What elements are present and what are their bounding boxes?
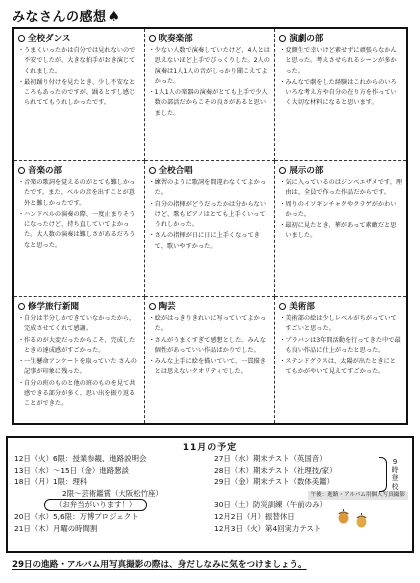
comment-list (279, 314, 402, 378)
section-title: 吹奏楽部 (158, 34, 193, 44)
section-title: 展示の部 (289, 166, 324, 176)
schedule-row: 20日（水）5,6限：万博プロジェクト (14, 511, 139, 521)
impression-section (275, 29, 406, 161)
photo-note: 午後：進路・アルバム用個人写真撮影 (308, 491, 408, 500)
schedule-row: 21日（木）月曜の時間割 (14, 523, 98, 533)
comment-list (279, 46, 402, 109)
comment-item: ・ 一生懸命アンケートを取っていた さんの記事が印象に残った。 (18, 357, 140, 378)
section-heading (149, 32, 271, 44)
comment-item: ・ 周りのイソギンチャクやクラゲがかわいかった。 (279, 200, 402, 221)
comment-item: ・ ハンドベルの演奏の際、一度止まりそうになったけど、持ち直していてよかった。大人数の演奏は難しさがあるだろうなと思った。 (18, 210, 140, 251)
comment-item: ・ プラバンは3年間活動を行ってきた中で最も良い作品に仕上がったと思った。 (279, 336, 402, 357)
circle-icon (149, 35, 156, 42)
circle-icon (18, 35, 25, 42)
schedule-row: 12月2日（月）振替休日 (214, 511, 295, 521)
spade-icon: ♠ (107, 9, 121, 25)
section-heading (18, 32, 140, 44)
impression-section (275, 161, 406, 297)
schedule-left-column (14, 453, 214, 534)
comment-item: ・ 作るのが大変だったからこそ、完成したときの達成感がすごかった。 (18, 336, 140, 357)
comment-item: ・ 1人1人の楽器の演奏がとても上手で少人数の部活だからこその良さがあると思いました。 (149, 88, 271, 119)
schedule-row: 28日（木）期末テスト（社理技/家） (214, 465, 337, 475)
comment-item: ・ ステンドグラスは、太陽が出たときにとてもかがやいて見えてすごかった。 (279, 357, 402, 378)
section-title: 音楽の部 (28, 166, 63, 176)
impression-section (145, 29, 276, 161)
schedule-row: 12月3日（火）第4回実力テスト (214, 523, 322, 533)
circle-icon (18, 303, 25, 310)
section-heading (279, 164, 402, 176)
comment-list (279, 178, 402, 242)
comment-item: ・ 美術部の絵は少しレベルがちがっていてすごいと思った。 (279, 314, 402, 335)
section-title: 演劇の部 (289, 34, 324, 44)
schedule-row: 13日（水）～15日（金）進路懇談 (14, 465, 129, 475)
comment-item: ・ 絵がはっきりきれいに写っていてよかった。 (149, 314, 271, 335)
comment-item: ・ みんなで劇をした経験はこれからのいろいろな考え方や自分の在り方を作っていく大切な材料になると思います。 (279, 78, 402, 109)
comment-item: ・ 自分の班のものと他の班のものを見て共感できる部分が多く、思い出を振り返ることができた。 (18, 379, 140, 410)
comment-list (149, 178, 271, 252)
section-title: 全校合唱 (158, 166, 193, 176)
comment-list (149, 46, 271, 119)
section-heading (149, 164, 271, 176)
impression-section (145, 297, 276, 423)
footer-notice: 29日の進路・アルバム用写真撮影の際は、身だしなみに気をつけましょう。 (12, 560, 307, 570)
circle-icon (279, 303, 286, 310)
schedule-title: 11月の予定 (182, 443, 238, 453)
circle-icon (18, 167, 25, 174)
brace-mark (379, 457, 387, 492)
comment-item: ・ 練習のように歌詞を間違わなくてよかった。 (149, 178, 271, 199)
schedule-row: 29日（金）期末テスト（数体美鑑） (214, 477, 334, 487)
schedule-row: 27日（水）期末テスト（英国音） (214, 454, 327, 463)
section-heading (279, 300, 402, 312)
impressions-grid (12, 27, 408, 425)
impression-section (275, 297, 406, 423)
schedule-box (6, 436, 414, 553)
section-heading (18, 300, 140, 312)
comment-item: ・ 自分は半分しかできていなかったから、完成させてくれて感謝。 (18, 314, 140, 335)
section-title: 美術部 (289, 302, 315, 312)
schedule-row (14, 499, 214, 511)
circle-icon (149, 167, 156, 174)
section-heading (279, 32, 402, 44)
comment-list (149, 314, 271, 378)
schedule-row: 30日（土）防災訓練（午前のみ） (214, 500, 327, 510)
comment-item: ・ うまくいったかは自分では見れないので不安でしたが、大きな拍手がおき演じてくれました。 (18, 46, 140, 77)
schedule-row: 2限～芸術鑑賞（大阪松竹座） (62, 488, 163, 498)
section-title: 修学旅行新聞 (28, 302, 80, 312)
impression-section (145, 161, 276, 297)
circle-icon (279, 35, 286, 42)
comment-item: ・ 音楽の歌詞を覚えるのがとても難しかったです。また、ベルの音を出すことが意外と難しかったです。 (18, 178, 140, 209)
comment-list (18, 46, 140, 109)
comment-list (18, 178, 140, 251)
comment-list (18, 314, 140, 410)
impression-section (14, 297, 145, 423)
comment-item: ・ 最初に見たとき、華があって素敵だと思いました。 (279, 221, 402, 242)
comment-item: ・ さんがうまくすぎて感想とした。みんな個性があっていい作品ばかりでした。 (149, 336, 271, 357)
section-heading (149, 300, 271, 312)
circle-icon (279, 167, 286, 174)
circle-icon (149, 303, 156, 310)
bento-note: （お弁当がいります！） (44, 499, 147, 511)
section-heading (18, 164, 140, 176)
acorn-icon (354, 512, 369, 528)
schedule-row: 18日（月）1限：理科 (14, 477, 88, 487)
side-note: 9時登校 (391, 458, 399, 491)
schedule-row: 12日（火）6限：授業参観、進路説明会 (14, 454, 147, 463)
impression-section (14, 161, 145, 297)
section-title: 陶芸 (158, 302, 176, 312)
comment-item: ・ 自分の指揮がどうだったかは分からないけど、歌もピアノはとても上手くいってうれしかった。 (149, 200, 271, 231)
comment-item: ・ みんな上手に絵を描いていて、一貫描きとは思えないクオリティでした。 (149, 357, 271, 378)
section-title: 全校ダンス (28, 34, 71, 44)
page-title-text: みなさんの感想 (12, 10, 107, 25)
comment-item: ・ 少ない人数で演奏していたけど、4人とは思えないほど上手でびっくりした。2人の演奏は1人1人の音がしっかり聞こえてよかった。 (149, 46, 271, 87)
comment-item: ・ 最初踊り付けを見たとき、少し不安なところもあったのですが、踊るとすし感じられててもうれしかったです。 (18, 78, 140, 109)
comment-item: ・ 気に入っているのはジンベエザメです。理由は、全員で作った作品だからです。 (279, 178, 402, 199)
comment-item: ・ さんの指揮が日に日に上手くなってきて、歌いやすかった。 (149, 231, 271, 252)
page-title (12, 6, 121, 25)
acorn-icon (336, 508, 351, 524)
impression-section (14, 29, 145, 161)
comment-item: ・ 変顔生で幸いけど素せずに頑張らなかんと思った。考えさせられるシーンが多かった。 (279, 46, 402, 77)
